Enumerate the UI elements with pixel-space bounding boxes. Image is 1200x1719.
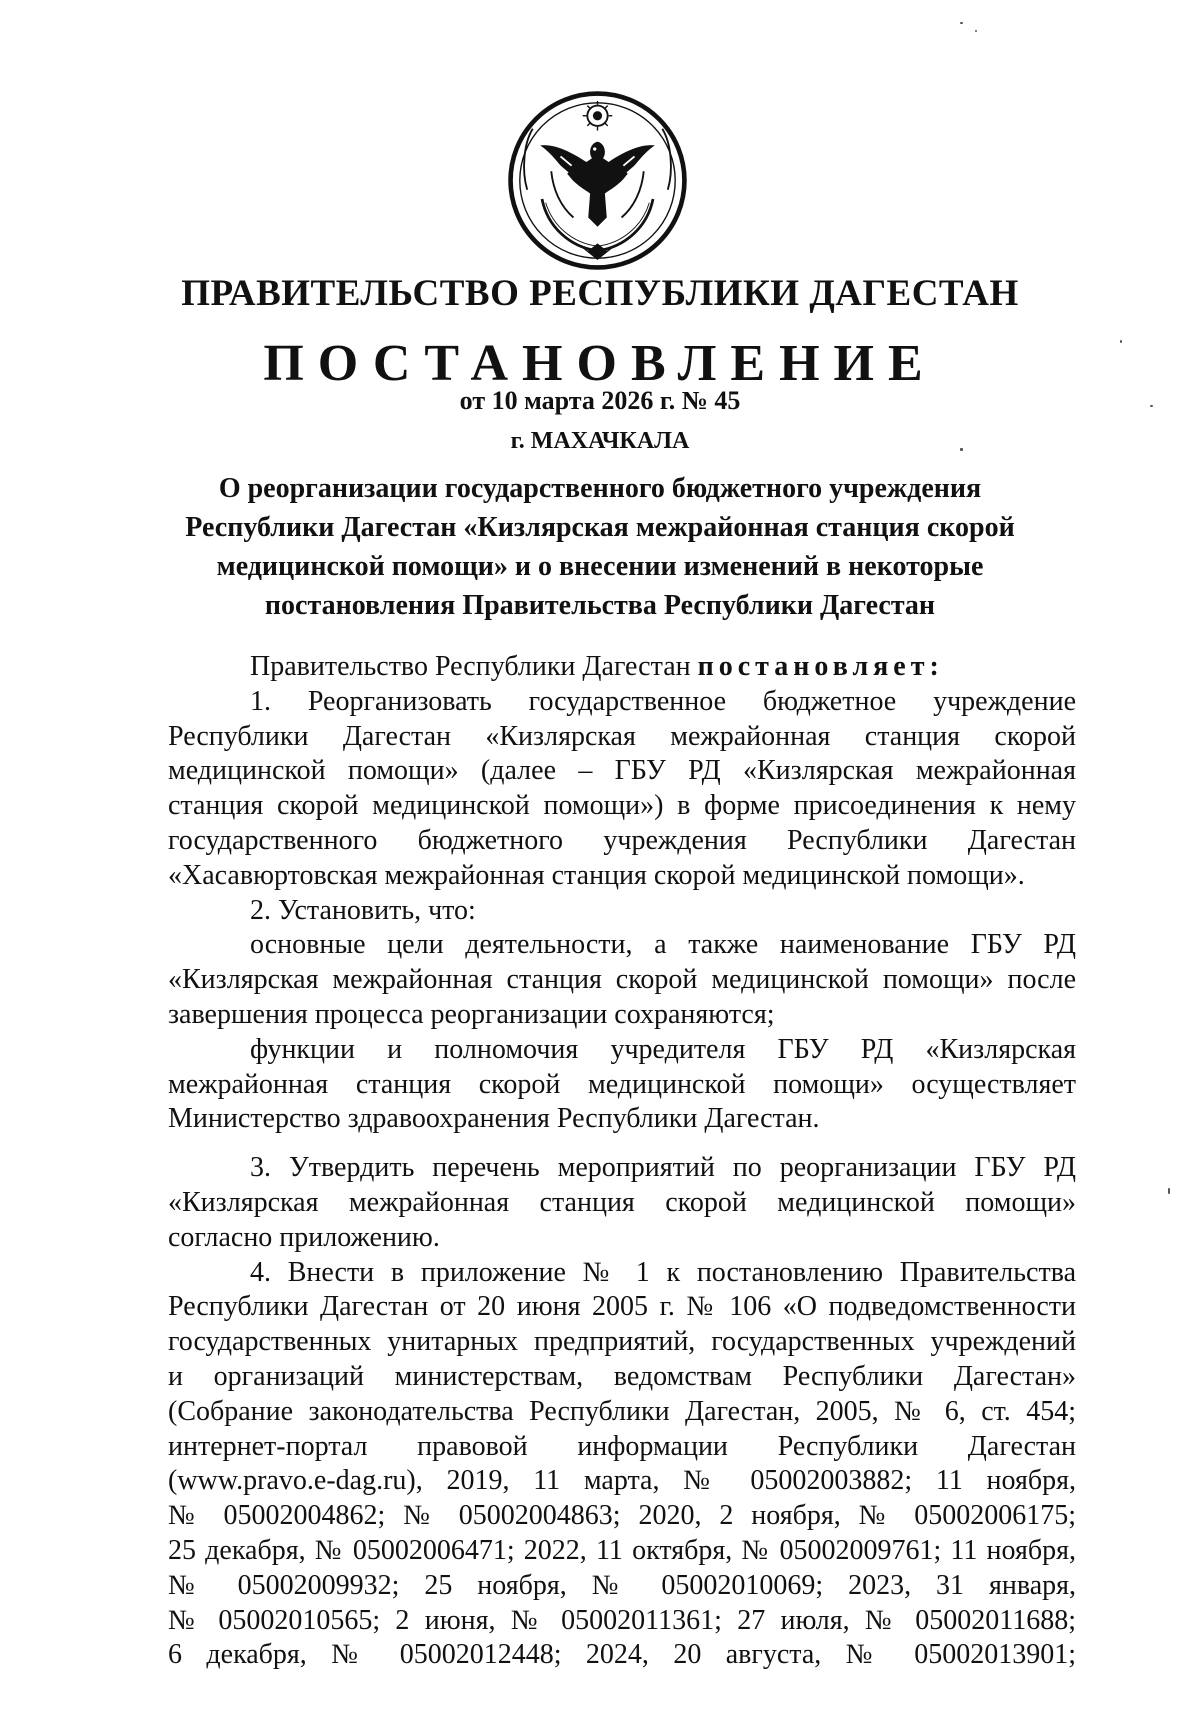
- text-line: Республики Дагестан от 20 июня 2005 г. № 106 «О подведомственности: [168, 1291, 1076, 1323]
- text-line: «Кизлярская межрайонная станция скорой медицинской помощи» после: [168, 964, 1076, 996]
- text-line: 4. Внести в приложение № 1 к постановлению Правительства: [250, 1256, 1076, 1288]
- title-line: постановления Правительства Республики Дагестан: [264, 590, 936, 621]
- text-line: № 05002009932; 25 ноября, № 05002010069; 2023, 31 января,: [168, 1569, 1076, 1601]
- government-name: ПРАВИТЕЛЬСТВО РЕСПУБЛИКИ ДАГЕСТАН: [181, 273, 1019, 314]
- scan-speck: [975, 30, 977, 32]
- paragraph-2-head: 2. Установить, что:: [250, 894, 476, 926]
- text-line: 1. Реорганизовать государственное бюджетное учреждение: [250, 685, 1076, 717]
- decree-city: г. МАХАЧКАЛА: [510, 428, 690, 454]
- title-line: медицинской помощи» и о внесении изменений в некоторые: [216, 551, 984, 582]
- intro-line: [168, 650, 1076, 685]
- text-line: «Хасавюртовская межрайонная станция скорой медицинской помощи».: [168, 859, 1025, 891]
- decree-body: [168, 650, 1076, 1673]
- scan-speck: [1168, 1188, 1170, 1194]
- paragraph-2a: [168, 928, 1076, 1032]
- paragraph-4: [168, 1256, 1076, 1674]
- intro-verb: постановляет:: [697, 651, 944, 682]
- text-line: Республики Дагестан «Кизлярская межрайонная станция скорой: [168, 720, 1076, 752]
- text-line: 3. Утвердить перечень мероприятий по реорганизации ГБУ РД: [250, 1152, 1076, 1184]
- paragraph-2b: [168, 1033, 1076, 1137]
- text-line: станция скорой медицинской помощи») в форме присоединения к нему: [168, 790, 1076, 822]
- text-line: «Кизлярская межрайонная станция скорой медицинской помощи»: [168, 1186, 1076, 1218]
- intro-prefix: Правительство Республики Дагестан: [250, 651, 691, 682]
- text-line: Министерство здравоохранения Республики Дагестан.: [168, 1103, 820, 1135]
- text-line: № 05002010565; 2 июня, № 05002011361; 27 июля, № 05002011688;: [168, 1604, 1076, 1636]
- text-line: государственного бюджетного учреждения Республики Дагестан: [168, 824, 1076, 856]
- text-line: 6 декабря, № 05002012448; 2024, 20 августа, № 05002013901;: [168, 1639, 1076, 1671]
- text-line: согласно приложению.: [168, 1221, 440, 1253]
- decree-date-number: от 10 марта 2026 г. № 45: [459, 386, 741, 415]
- document-type: ПОСТАНОВЛЕНИЕ: [263, 335, 937, 392]
- text-line: интернет-портал правовой информации Республики Дагестан: [168, 1430, 1076, 1462]
- paragraph-3: [168, 1151, 1076, 1255]
- title-line: Республики Дагестан «Кизлярская межрайонная станция скорой: [185, 512, 1015, 543]
- scan-speck: [1120, 340, 1122, 343]
- text-line: и организаций министерствам, ведомствам Республики Дагестан»: [168, 1360, 1076, 1392]
- paragraph-1: [168, 685, 1076, 894]
- scan-speck: [1150, 405, 1153, 407]
- scan-speck: [960, 22, 963, 24]
- decree-title: [0, 469, 1200, 625]
- text-line: межрайонная станция скорой медицинской помощи» осуществляет: [168, 1068, 1076, 1100]
- text-line: государственных унитарных предприятий, государственных учреждений: [168, 1326, 1076, 1358]
- scan-speck: [960, 448, 963, 451]
- text-line: завершения процесса реорганизации сохраняются;: [168, 998, 775, 1030]
- text-line: 25 декабря, № 05002006471; 2022, 11 октября, № 05002009761; 11 ноября,: [168, 1534, 1076, 1566]
- eagle-icon: [540, 142, 655, 227]
- text-line: (www.pravo.e-dag.ru), 2019, 11 марта, № 05002003882; 11 ноября,: [168, 1465, 1076, 1497]
- text-line: № 05002004862; № 05002004863; 2020, 2 ноября, № 05002006175;: [168, 1500, 1076, 1532]
- text-line: основные цели деятельности, а также наименование ГБУ РД: [250, 929, 1076, 961]
- text-line: (Собрание законодательства Республики Дагестан, 2005, № 6, ст. 454;: [168, 1395, 1076, 1427]
- title-line: О реорганизации государственного бюджетного учреждения: [218, 473, 982, 504]
- text-line: медицинской помощи» (далее – ГБУ РД «Кизлярская межрайонная: [168, 755, 1076, 787]
- text-line: функции и полномочия учредителя ГБУ РД «Кизлярская: [250, 1033, 1076, 1065]
- sun-icon: [583, 101, 613, 131]
- coat-of-arms-emblem: [505, 88, 690, 273]
